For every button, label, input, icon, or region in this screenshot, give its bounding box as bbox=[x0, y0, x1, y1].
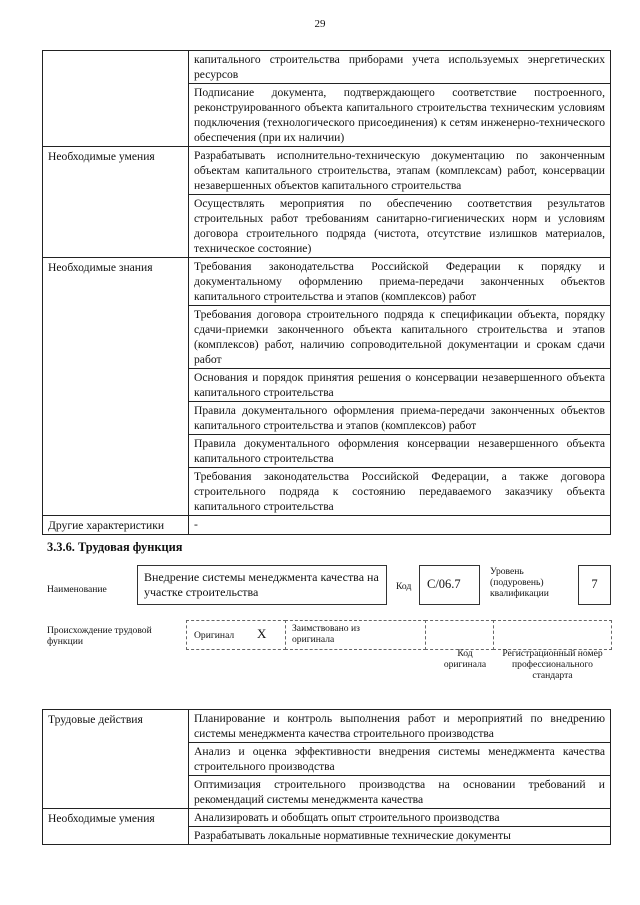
competency-table-1 bbox=[42, 50, 611, 535]
row-description: Правила документального оформления консервации незавершенного объекта капитального строительства bbox=[189, 435, 611, 468]
code-box bbox=[419, 565, 480, 605]
table-row bbox=[43, 710, 611, 743]
row-label: Необходимые знания bbox=[43, 258, 189, 516]
row-description: Разрабатывать исполнительно-техническую документацию по законченным объектам капитального строительства, этапам (комплексам) работ, консервации незавершенных объектов капитального строительства bbox=[189, 147, 611, 195]
code-caption: Код оригинала bbox=[443, 648, 487, 670]
table-row bbox=[43, 516, 611, 535]
table-row bbox=[43, 809, 611, 827]
original-label: Оригинал bbox=[194, 630, 235, 641]
row-description: Подписание документа, подтверждающего соответствие построенного, реконструированного объекта капитального строительства техническим условиям подключения (технологического присоединения) к сетям инженерно-технического обеспечения (при их наличии) bbox=[189, 84, 611, 147]
level-box bbox=[578, 565, 611, 605]
original-mark: X bbox=[257, 626, 267, 641]
row-description: Требования договора строительного подряда к спецификации объекта, порядку сдачи-приемки законченного объекта капитального строительства и этапов (комплексов) работ, наличию сопроводительной документации и срокам сдачи работ bbox=[189, 306, 611, 369]
row-description: - bbox=[189, 516, 611, 535]
page-number: 29 bbox=[314, 18, 326, 30]
row-description: Основания и порядок принятия решения о консервации незавершенного объекта капитального строительства bbox=[189, 369, 611, 402]
table-row bbox=[43, 147, 611, 195]
original-box bbox=[186, 620, 286, 650]
borrowed-label: Заимствовано из оригинала bbox=[292, 623, 360, 645]
original-code-box bbox=[425, 620, 494, 650]
row-description: Оптимизация строительного производства на основании требований и рекомендаций системы менеджмента качества bbox=[189, 776, 611, 809]
row-description: Планирование и контроль выполнения работ и мероприятий по внедрению системы менеджмента качества строительного производства bbox=[189, 710, 611, 743]
row-label: Трудовые действия bbox=[43, 710, 189, 809]
competency-table-2 bbox=[42, 709, 611, 845]
row-label bbox=[43, 51, 189, 147]
table-row bbox=[43, 258, 611, 306]
section-title: 3.3.6. Трудовая функция bbox=[47, 540, 183, 554]
reg-caption: Регистрационный номер профессионального стандарта bbox=[502, 648, 603, 681]
function-name: Внедрение системы менеджмента качества на участке строительства bbox=[144, 570, 379, 599]
code-label: Код bbox=[396, 581, 412, 592]
row-description: Разрабатывать локальные нормативные технические документы bbox=[189, 827, 611, 845]
reg-number-box bbox=[493, 620, 612, 650]
row-label: Другие характеристики bbox=[43, 516, 189, 535]
name-label: Наименование bbox=[47, 584, 107, 595]
row-description: Требования законодательства Российской Федерации, а также договора строительного подряда к состоянию передаваемого заказчику объекта капитального строительства bbox=[189, 468, 611, 516]
code-value: C/06.7 bbox=[427, 577, 461, 591]
row-description: Осуществлять мероприятия по обеспечению соответствия результатов строительных работ требованиям санитарно-гигиенических норм и условиям договора строительного подряда (чистота, отсутствие излишков материалов, техническое состояние) bbox=[189, 195, 611, 258]
origin-label: Происхождение трудовой функции bbox=[47, 625, 152, 647]
row-description: Анализировать и обобщать опыт строительного производства bbox=[189, 809, 611, 827]
row-label: Необходимые умения bbox=[43, 809, 189, 845]
row-description: Требования законодательства Российской Федерации к порядку и документальному оформлению приема-передачи законченных объектов капитального строительства и этапов (комплексов) работ bbox=[189, 258, 611, 306]
row-description: капитального строительства приборами учета используемых энергетических ресурсов bbox=[189, 51, 611, 84]
row-description: Анализ и оценка эффективности внедрения системы менеджмента качества строительного производства bbox=[189, 743, 611, 776]
level-value: 7 bbox=[591, 577, 598, 591]
table-row bbox=[43, 51, 611, 84]
borrowed-box bbox=[285, 620, 426, 650]
level-label: Уровень (подуровень) квалификации bbox=[490, 566, 549, 599]
function-name-box bbox=[137, 565, 387, 605]
row-label: Необходимые умения bbox=[43, 147, 189, 258]
row-description: Правила документального оформления приема-передачи законченных объектов капитального строительства и этапов (комплексов) работ bbox=[189, 402, 611, 435]
